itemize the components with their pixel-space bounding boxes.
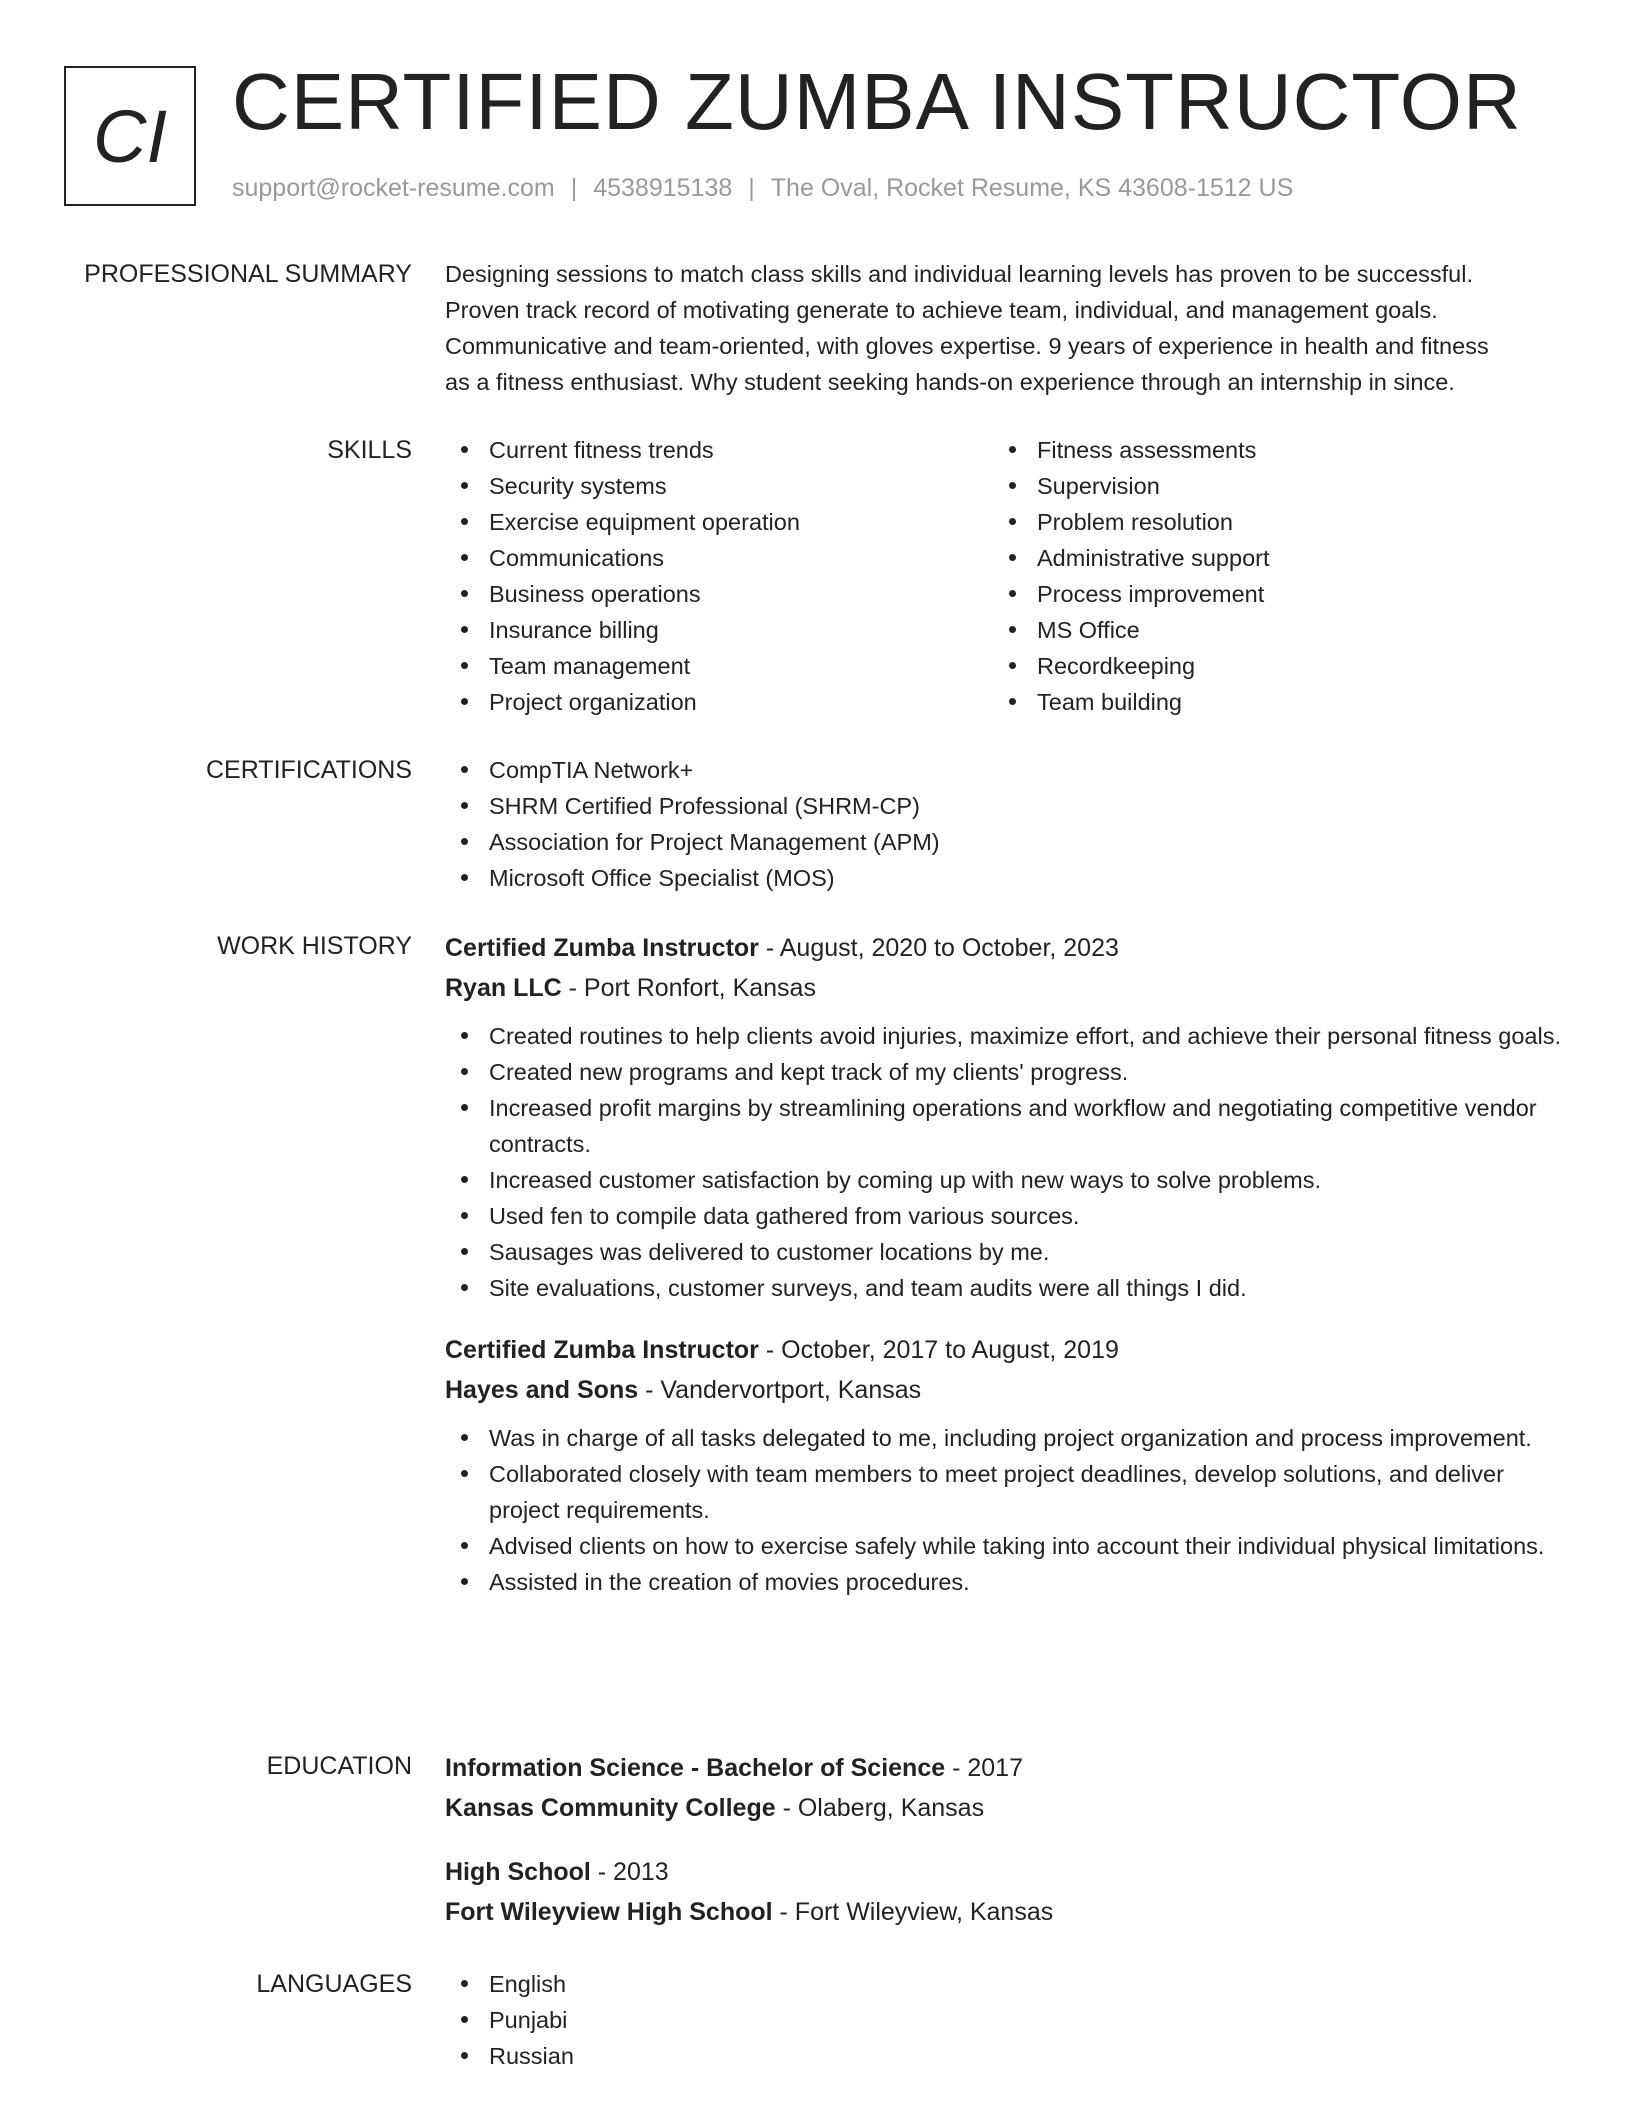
education-degree-line <box>445 1852 1565 1892</box>
skill-item: Recordkeeping <box>993 648 1541 684</box>
job-company-line <box>445 1370 1565 1410</box>
contact-separator: | <box>570 174 578 202</box>
skill-item: Current fitness trends <box>445 432 993 468</box>
contact-line <box>232 174 1293 203</box>
languages-list <box>445 1966 1565 2074</box>
education-year: - 2013 <box>590 1858 669 1886</box>
skill-item: Insurance billing <box>445 612 993 648</box>
job-title: Certified Zumba Instructor <box>445 934 759 962</box>
summary-line: Proven track record of motivating generate to achieve team, individual, and management goals. <box>445 297 1438 323</box>
education-degree: Information Science - Bachelor of Science <box>445 1754 946 1782</box>
education-school-line <box>445 1788 1565 1828</box>
certification-item: CompTIA Network+ <box>445 752 1565 788</box>
job-title-line <box>445 928 1565 968</box>
education-school-line <box>445 1892 1565 1932</box>
skill-item: Fitness assessments <box>993 432 1541 468</box>
skill-item: Process improvement <box>993 576 1541 612</box>
job-duties-list <box>445 1018 1565 1306</box>
skill-item: Business operations <box>445 576 993 612</box>
job-duties-list <box>445 1420 1565 1600</box>
job-duty: Assisted in the creation of movies procedures. <box>445 1564 1565 1600</box>
education-school: Kansas Community College <box>445 1794 776 1822</box>
certifications-body <box>445 752 1565 896</box>
job-title: Certified Zumba Instructor <box>445 1336 759 1364</box>
education-school: Fort Wileyview High School <box>445 1898 773 1926</box>
skill-item: Administrative support <box>993 540 1541 576</box>
job-dates: - October, 2017 to August, 2019 <box>758 1336 1119 1364</box>
contact-separator: | <box>748 174 755 202</box>
contact-phone: 4538915138 <box>593 174 733 202</box>
skill-item: Project organization <box>445 684 993 720</box>
education-degree-line <box>445 1748 1565 1788</box>
job-company: Hayes and Sons <box>445 1376 639 1404</box>
skills-list-left <box>445 432 993 720</box>
skill-item: Team building <box>993 684 1541 720</box>
section-label-languages: LANGUAGES <box>256 1970 412 1998</box>
job-duty: Site evaluations, customer surveys, and team audits were all things I did. <box>445 1270 1565 1306</box>
education-location: - Olaberg, Kansas <box>775 1794 985 1822</box>
section-label-work-history: WORK HISTORY <box>217 932 412 960</box>
summary-line: as a fitness enthusiast. Why student seeking hands-on experience through an internship in since. <box>445 369 1455 395</box>
section-label-summary: PROFESSIONAL SUMMARY <box>84 260 412 288</box>
skill-item: Supervision <box>993 468 1541 504</box>
job-dates: - August, 2020 to October, 2023 <box>758 934 1119 962</box>
work-history-body <box>445 928 1565 1600</box>
skill-item: Security systems <box>445 468 993 504</box>
summary-body <box>445 256 1565 400</box>
job-entry <box>445 1330 1565 1600</box>
monogram-badge <box>64 66 196 206</box>
job-duty: Increased profit margins by streamlining operations and workflow and negotiating competitive vendor contracts. <box>445 1090 1565 1162</box>
skill-item: Team management <box>445 648 993 684</box>
job-company: Ryan LLC <box>445 974 562 1002</box>
job-location: - Vandervortport, Kansas <box>638 1376 922 1404</box>
job-location: - Port Ronfort, Kansas <box>561 974 816 1002</box>
certification-item: SHRM Certified Professional (SHRM-CP) <box>445 788 1565 824</box>
skills-body <box>445 432 1565 720</box>
contact-address: The Oval, Rocket Resume, KS 43608-1512 US <box>770 174 1294 202</box>
certification-item: Microsoft Office Specialist (MOS) <box>445 860 1565 896</box>
section-label-education: EDUCATION <box>266 1752 412 1780</box>
certifications-list <box>445 752 1565 896</box>
certification-item: Association for Project Management (APM) <box>445 824 1565 860</box>
contact-email: support@rocket-resume.com <box>232 174 555 202</box>
language-item: Punjabi <box>445 2002 1565 2038</box>
job-duty: Advised clients on how to exercise safely while taking into account their individual physical limitations. <box>445 1528 1565 1564</box>
summary-line: Designing sessions to match class skills and individual learning levels has proven to be successful. <box>445 261 1473 287</box>
resume-title: CERTIFIED ZUMBA INSTRUCTOR <box>232 57 1522 146</box>
education-degree: High School <box>445 1858 591 1886</box>
job-duty: Was in charge of all tasks delegated to me, including project organization and process improvement. <box>445 1420 1565 1456</box>
job-duty: Used fen to compile data gathered from various sources. <box>445 1198 1565 1234</box>
education-year: - 2017 <box>945 1754 1023 1782</box>
skill-item: Communications <box>445 540 993 576</box>
education-body <box>445 1748 1565 1932</box>
language-item: English <box>445 1966 1565 2002</box>
job-entry <box>445 928 1565 1306</box>
job-duty: Sausages was delivered to customer locations by me. <box>445 1234 1565 1270</box>
section-label-skills: SKILLS <box>327 436 412 464</box>
skills-list-right <box>993 432 1541 720</box>
job-company-line <box>445 968 1565 1008</box>
education-entry <box>445 1748 1565 1828</box>
job-duty: Created routines to help clients avoid injuries, maximize effort, and achieve their personal fitness goals. <box>445 1018 1565 1054</box>
summary-line: Communicative and team-oriented, with gloves expertise. 9 years of experience in health and fitness <box>445 333 1489 359</box>
job-duty: Increased customer satisfaction by coming up with new ways to solve problems. <box>445 1162 1565 1198</box>
job-duty: Created new programs and kept track of my clients' progress. <box>445 1054 1565 1090</box>
section-label-certifications: CERTIFICATIONS <box>205 756 412 784</box>
skill-item: Exercise equipment operation <box>445 504 993 540</box>
job-duty: Collaborated closely with team members to meet project deadlines, develop solutions, and deliver project requirements. <box>445 1456 1565 1528</box>
monogram-text: CI <box>93 94 167 178</box>
education-entry <box>445 1852 1565 1932</box>
education-location: - Fort Wileyview, Kansas <box>772 1898 1054 1926</box>
language-item: Russian <box>445 2038 1565 2074</box>
languages-body <box>445 1966 1565 2074</box>
skill-item: Problem resolution <box>993 504 1541 540</box>
skill-item: MS Office <box>993 612 1541 648</box>
job-title-line <box>445 1330 1565 1370</box>
